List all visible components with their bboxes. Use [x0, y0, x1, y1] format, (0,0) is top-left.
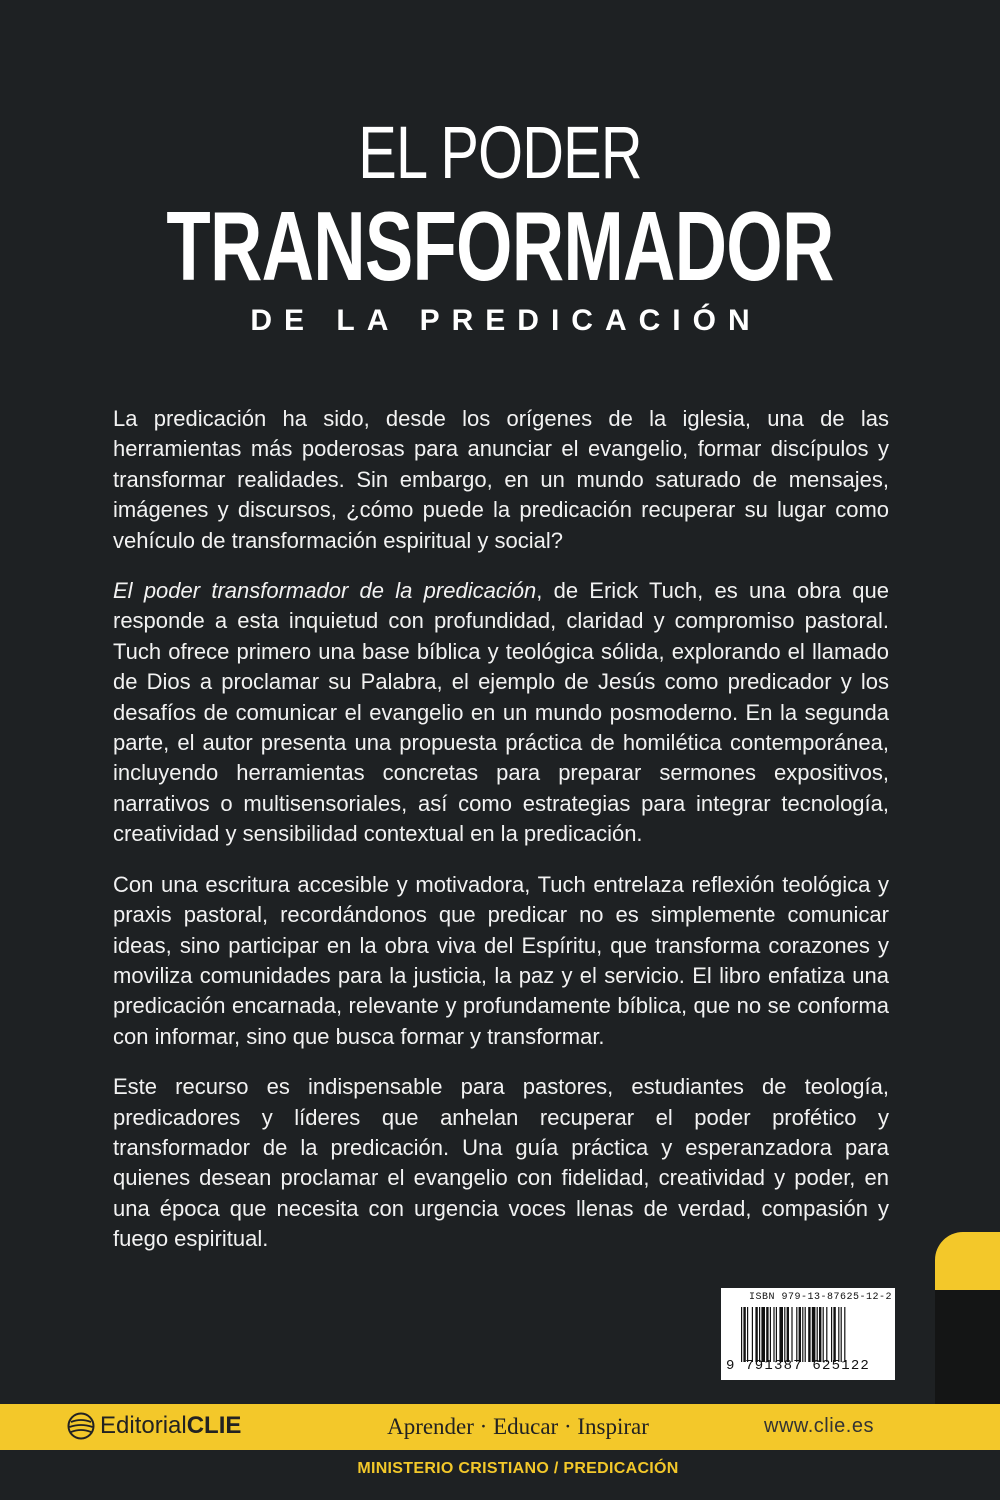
barcode-bar — [838, 1307, 839, 1362]
barcode-bar — [773, 1307, 774, 1362]
publisher-motto: Aprender · Educar · Inspirar — [387, 1414, 649, 1439]
barcode-bar — [817, 1307, 818, 1362]
barcode-bar — [826, 1307, 827, 1362]
barcode-bar — [743, 1307, 745, 1362]
barcode-bar — [808, 1307, 810, 1362]
barcode-bar — [761, 1307, 765, 1362]
barcode-bar — [823, 1307, 824, 1362]
cover-title — [0, 110, 1000, 344]
book-title-italic: El poder transformador de la predicación — [113, 578, 537, 604]
yellow-spine-tab — [935, 1232, 1000, 1290]
publisher-website: www.clie.es — [764, 1415, 874, 1437]
barcode-bar — [784, 1307, 785, 1362]
barcode-bar — [833, 1307, 835, 1362]
barcode-bar — [812, 1307, 816, 1362]
title-line-3: DE LA PREDICACIÓN — [250, 304, 762, 337]
barcode-number: 9 791387 625122 — [726, 1358, 871, 1374]
barcode-bar — [779, 1307, 783, 1362]
barcode-bar — [844, 1307, 845, 1362]
barcode-bar — [741, 1307, 742, 1362]
barcode-bar — [805, 1307, 806, 1362]
barcode-bar — [755, 1307, 757, 1362]
barcode-bar — [770, 1307, 771, 1362]
barcode-bar — [841, 1307, 842, 1362]
isbn-barcode — [721, 1288, 895, 1380]
barcode-bar — [759, 1307, 760, 1362]
barcode-bar — [802, 1307, 803, 1362]
publisher-name-bold: CLIE — [186, 1412, 242, 1439]
barcode-bar — [791, 1307, 792, 1362]
barcode-bar — [787, 1307, 789, 1362]
blurb-paragraph-2-text: , de Erick Tuch, es una obra que responde a esta inquietud con profundidad, claridad y compromiso pastoral. Tuch ofrece primero una base bíblica y teológica sólida, explorando el llamado de Dios a proclamar su Palabra, el ejemplo de Jesús como predicador y los desafíos de comunicar el evangelio en un mundo posmoderno. En la segunda parte, el autor presenta una propuesta práctica de homilética contemporánea, incluyendo herramientas concretas para preparar sermones expositivos, narrativos o multisensoriales, así como estrategias para integrar tecnología, creatividad y sensibilidad contextual en la predicación. — [113, 578, 889, 847]
barcode-bar — [796, 1307, 797, 1362]
title-line-2: TRANSFORMADOR — [166, 191, 834, 301]
black-spine-tab — [935, 1290, 1000, 1404]
isbn-label: ISBN 979-13-87625-12-2 — [749, 1292, 893, 1303]
book-category: MINISTERIO CRISTIANO / PREDICACIÓN — [357, 1460, 679, 1477]
barcode-bars — [741, 1307, 889, 1362]
publisher-name-regular: Editorial — [100, 1412, 187, 1439]
barcode-bar — [776, 1307, 777, 1362]
title-line-1: EL PODER — [358, 111, 642, 194]
barcode-bar — [752, 1307, 753, 1362]
footer-band — [0, 1404, 1000, 1450]
barcode-bar — [747, 1307, 748, 1362]
back-cover-blurb — [113, 404, 889, 1275]
barcode-bar — [819, 1307, 821, 1362]
barcode-bar — [831, 1307, 832, 1362]
blurb-paragraph-3: Con una escritura accesible y motivadora, Tuch entrelaza reflexión teológica y praxis pastoral, recordándonos que predicar no es simplemente comunicar ideas, sino participar en la obra viva del Espíritu, que transforma corazones y moviliza comunidades para la justicia, la paz y el servicio. El libro enfatiza una predicación encarnada, relevante y profundamente bíblica, que no se conforma con informar, sino que busca formar y transformar. — [113, 871, 889, 1049]
barcode-bar — [766, 1307, 768, 1362]
blurb-paragraph-1: La predicación ha sido, desde los orígenes de la iglesia, una de las herramientas más poderosas para anunciar el evangelio, formar discípulos y transformar realidades. Sin embargo, en un mundo saturado de mensajes, imágenes y discursos, ¿cómo puede la predicación recuperar su lugar como vehículo de transformación espiritual y social? — [113, 406, 889, 553]
blurb-paragraph-2 — [113, 576, 889, 850]
blurb-paragraph-4: Este recurso es indispensable para pastores, estudiantes de teología, predicadores y líderes que anhelan recuperar el poder profético y transformador de la predicación. Una guía práctica y esperanzadora para quienes desean proclamar el evangelio con fidelidad, creatividad y poder, en una época que necesita con urgencia voces llenas de verdad, compasión y fuego espiritual. — [113, 1074, 889, 1252]
barcode-bar — [799, 1307, 801, 1362]
